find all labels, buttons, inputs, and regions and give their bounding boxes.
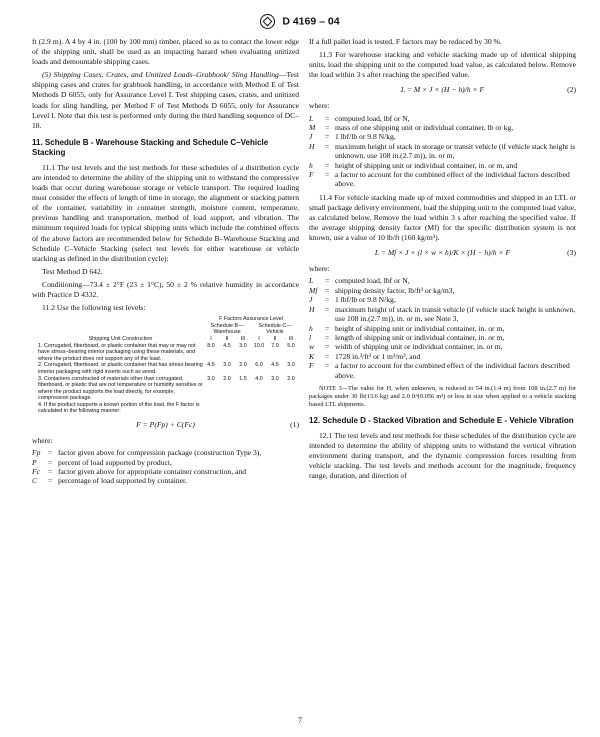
definition-equals: = [325,351,330,361]
table-cell-value: 3.0 [271,375,279,382]
f-factor-table [32,316,299,415]
definition-equals: = [325,323,330,333]
definition-symbol: M [309,122,316,132]
definition-equals: = [325,170,330,179]
paragraph-11-4: 11.4 For vehicle stacking made up of mixed commodities and shipped in an LTL or small package delivery environment, load the shipping unit to the computed load value, as calculated below. Remove the load within 3 s after reaching the specified value. If the average shipping density factor (Mf) for the specific distribution system is not known, use a value of 10 lb/ft (160 kg/m³). [309,192,576,243]
definition-symbol: J [309,132,313,142]
definition-text: 1 lbf/lb or 9.8 N/kg, [335,132,396,142]
definition-symbol: L [309,113,314,123]
left-column [32,37,299,486]
definition-equals: = [48,448,53,458]
paragraph-grabhook [32,70,299,131]
definition-text: computed load, lbf or N, [335,276,410,286]
table-group-warehouse: Schedule B—Warehouse [210,322,244,336]
definition-text: maximum height of stack in storage or transit vehicle (if vehicle stack height is unknown, use 108 in.(2.7 m)), in. or m, [335,141,576,161]
table-row-description: 2. Corrugated, fiberboard, or plastic container that has stress-bearing interior packaging with rigid inserts such as wood. [38,362,203,375]
astm-logo-icon [260,14,275,29]
table-row [32,376,299,402]
table-col-label: Shipping Unit Construction [88,335,153,342]
paragraph-continued: ft (2.9 m). A 4 by 4 in. (100 by 100 mm) timber, placed so as to contact the lower edge of the shipping unit, shall be used as an impacting hazard when evaluating unitized loads and demountable shipping cases. [32,37,299,67]
definition-equals: = [325,141,330,151]
table-cell-value: 2.0 [223,375,231,382]
definition-text: length of shipping unit or individual container, in. or m, [335,332,505,342]
table-cell-value: 7.0 [271,342,279,349]
definition-equals: = [325,285,330,295]
definition-symbol: Fp [32,448,41,458]
definition-item [309,286,576,295]
definition-item [309,142,576,161]
table-cell-value: 4.5 [207,362,215,369]
definition-item [32,467,299,476]
table-row [32,362,299,375]
where-label: where: [309,101,330,111]
table-cell-value: 3.0 [239,342,247,349]
table-row-description: 3. Containers constructed of materials other than corrugated, fiberboard, or plastic that are not temperature or humidity sensitive or where the product supports the load directly, for example, compression package. [38,375,203,402]
note-3: NOTE 3—The value for H, when unknown, is reduced to 54 in.(1.4 m) from 108 in.(2.7 m) for packages under 30 lb(13.6 kg) and 2.0 ft³(0.056 m³) or less in size when applied to a vehicle stacking based LTL shipments. [309,384,576,408]
definition-text: 1 lbf/lb or 9.8 N/kg, [335,295,396,305]
table-cell-value: 3.0 [207,375,215,382]
test-method: Test Method D 642. [42,266,103,276]
definition-equals: = [325,113,330,123]
definition-symbol: F [309,170,314,179]
paragraph-11-2: 11.2 Use the following test levels: [42,303,146,313]
table-cell-value: 6.0 [255,362,263,369]
table-group-vehicle: Schedule C—Vehicle [258,322,292,336]
table-cell-value: 8.0 [207,342,215,349]
definition-item [309,342,576,351]
definition-text: factor given above for appropriate container construction, and [58,467,247,477]
equation-1 [32,420,299,430]
section-11-heading: 11. Schedule B - Warehouse Stacking and Schedule C–Vehicle Stacking [32,137,269,157]
definition-text: mass of one shipping unit or individual container, lb or kg, [335,122,514,132]
definition-symbol: J [309,295,313,305]
table-level-header: I [258,335,260,342]
table-cell-value [251,402,267,415]
grabhook-label: (5) Shipping Cases, Crates, and Unitized Loads–Grabhook/ Sling Handling [42,70,279,80]
definition-text: maximum height of stack in transit vehicle (if vehicle stack height is unknown, use 108 in.(2.7 m)), in. or m, see Note 3, [335,304,576,324]
definition-equals: = [325,304,330,314]
definition-symbol: Mf [309,285,318,295]
table-cell-value: 4.5 [223,342,231,349]
definition-text: shipping density factor, lb/ft³ or kg/m3, [335,285,455,295]
definition-item [309,324,576,333]
table-row-description: 4. If the product supports a known portion of the load, the F factor is calculated in the following manner: [38,401,200,415]
paragraph-pallet: If a full pallet load is tested, F factors may be reduced by 30 %. [309,37,502,46]
definitions-eq1 [32,448,299,486]
paragraph-11-1: 11.1 The test levels and the test methods for these schedules of a distribution cycle are intended to determine the ability of the shipping unit to withstand the compressive loads that occur during warehouse storage or vehicle transport. The required loading must consider the effects of length of time in storage, the alignment or stacking pattern of the container, variability in container strength, moisture content, temperature, previous handling and transportation, method of load support, and vibration. The minimum required loads for typical shipping units which include the combined effects of the above factors are recommended below for Schedule B–Warehouse Stacking and Schedule C–Vehicle Stacking (select test levels for either warehouse or vehicle stacking as defined in the distribution cycle): [32,162,299,263]
table-cell-value: 3.0 [223,362,231,369]
definition-text: factor given above for compression package (construction Type 3), [58,448,262,458]
definition-equals: = [325,132,330,142]
table-row [32,343,299,363]
equation-3-number: (3) [567,248,576,258]
table-row-description: 1. Corrugated, fiberboard, or plastic container that may or may not have stress–bearing interior packaging using these materials, and where the product does not support any of the load. [38,342,196,362]
page-header [0,14,600,29]
definition-text: a factor to account for the combined effect of the individual factors described above. [335,170,570,189]
definition-text: percentage of load supported by container. [58,476,188,486]
definition-item [309,123,576,132]
definition-item [32,476,299,485]
grabhook-text: —Test shipping cases and crates for grabhook handling, in accordance with Method E of Test Methods D 6055, only for Assurance Level I. Test shipping cases, crates, and unitized loads for sling handling, per Method F of Test Methods D 6055, only for Assurance Level I. Note that this test is performed only during the third handling sequence of DC–18. [32,70,299,130]
table-level-header: II [225,335,229,342]
definition-symbol: w [309,342,315,352]
definition-item [32,458,299,467]
definition-equals: = [325,332,330,342]
definition-symbol: H [309,304,315,314]
equation-3 [309,248,576,258]
table-cell-value [267,402,283,415]
definition-symbol: P [32,457,37,467]
table-cell-value [203,402,219,415]
definition-symbol: l [309,332,312,342]
definition-text: percent of load supported by product, [58,457,172,467]
page-number: 7 [298,716,302,725]
definition-equals: = [325,122,330,132]
table-cell-value: 5.0 [287,342,295,349]
definition-item [309,352,576,361]
right-column [309,37,576,484]
paragraph-11-3: 11.3 For warehouse stacking and vehicle stacking made up of identical shipping units, load the shipping unit to the computed load value, as calculated below. Remove the load within 3 s after reaching the specified value. [309,50,576,80]
table-cell-value: 3.0 [287,362,295,369]
document-designation: D 4169 – 04 [282,15,340,28]
definition-symbol: H [309,141,315,151]
definition-equals: = [325,342,330,352]
definition-item [309,132,576,141]
table-level-header: III [288,335,294,342]
equation-1-number: (1) [290,420,299,430]
where-label: where: [309,264,330,274]
definition-item [309,276,576,285]
table-level-header: III [240,335,246,342]
definition-equals: = [325,361,330,371]
section-12-heading: 12. Schedule D - Stacked Vibration and Schedule E - Vehicle Vibration [309,415,574,425]
definition-symbol: L [309,276,314,286]
table-level-header: II [273,335,277,342]
definition-symbol: Fc [32,467,41,477]
table-row [32,402,299,415]
definition-equals: = [325,160,330,170]
table-cell-value: 1.5 [239,375,247,382]
table-super-header: F Factors Assurance Level [219,316,283,323]
table-cell-value [219,402,235,415]
definition-item [309,170,576,189]
table-cell-value: 4.5 [271,362,279,369]
definition-item [309,333,576,342]
definition-equals: = [48,467,53,477]
definition-text: width of shipping unit or individual container, in. or m, [335,342,503,352]
table-level-header: I [210,335,212,342]
definition-text: 1728 in.³/ft³ or 1 m³/m³, and [335,351,421,361]
definitions-eq3 [309,276,576,379]
definition-text: height of shipping unit or individual container, in. or m, [335,323,505,333]
definition-equals: = [48,476,53,486]
definition-text: height of shipping unit or individual container, in. or m, and [335,160,518,170]
paragraph-12-1: 12.1 The test levels and test methods for these schedules of the distribution cycle are intended to determine the ability of shipping units to withstand the vertical vibration environment during transport, and the dynamic compression forces resulting from vehicle stacking. The test levels and methods account for the magnitude, frequency range, duration, and direction of [309,430,576,481]
definition-item [309,361,576,380]
definition-symbol: h [309,323,313,333]
definition-equals: = [48,457,53,467]
equation-1-text: F = P(Fp) + C(Fc) [136,420,195,430]
table-cell-value: 2.0 [239,362,247,369]
table-cell-value [283,402,299,415]
equation-2-number: (2) [567,85,576,95]
definition-item [309,295,576,304]
definition-symbol: h [309,160,313,170]
table-cell-value: 4.0 [255,375,263,382]
definition-symbol: C [32,476,38,486]
equation-2-text: L = M × J × (H − h)/h × F [400,85,485,95]
definitions-eq2 [309,114,576,189]
definition-symbol: F [309,361,314,371]
definition-symbol: K [309,351,315,361]
definition-item [309,161,576,170]
conditioning: Conditioning—73.4 ± 2°F (23 ± 1°C), 50 ± 2 % relative humidity in accordance with Practice D 4332. [32,279,299,299]
table-cell-value: 10.0 [253,342,265,349]
where-label: where: [32,436,53,446]
definition-item [32,448,299,457]
table-cell-value: 2.0 [287,375,295,382]
equation-2 [309,85,576,95]
definition-equals: = [325,295,330,305]
definition-equals: = [325,276,330,286]
definition-text: a factor to account for the combined effect of the individual factors described above. [335,361,570,380]
definition-item [309,305,576,324]
equation-3-text: L = Mf × J × (l × w × h)/K × (H − h)/h × F [374,248,511,258]
table-cell-value [235,402,251,415]
definition-text: computed load, lbf or N, [335,113,410,123]
definition-item [309,114,576,123]
